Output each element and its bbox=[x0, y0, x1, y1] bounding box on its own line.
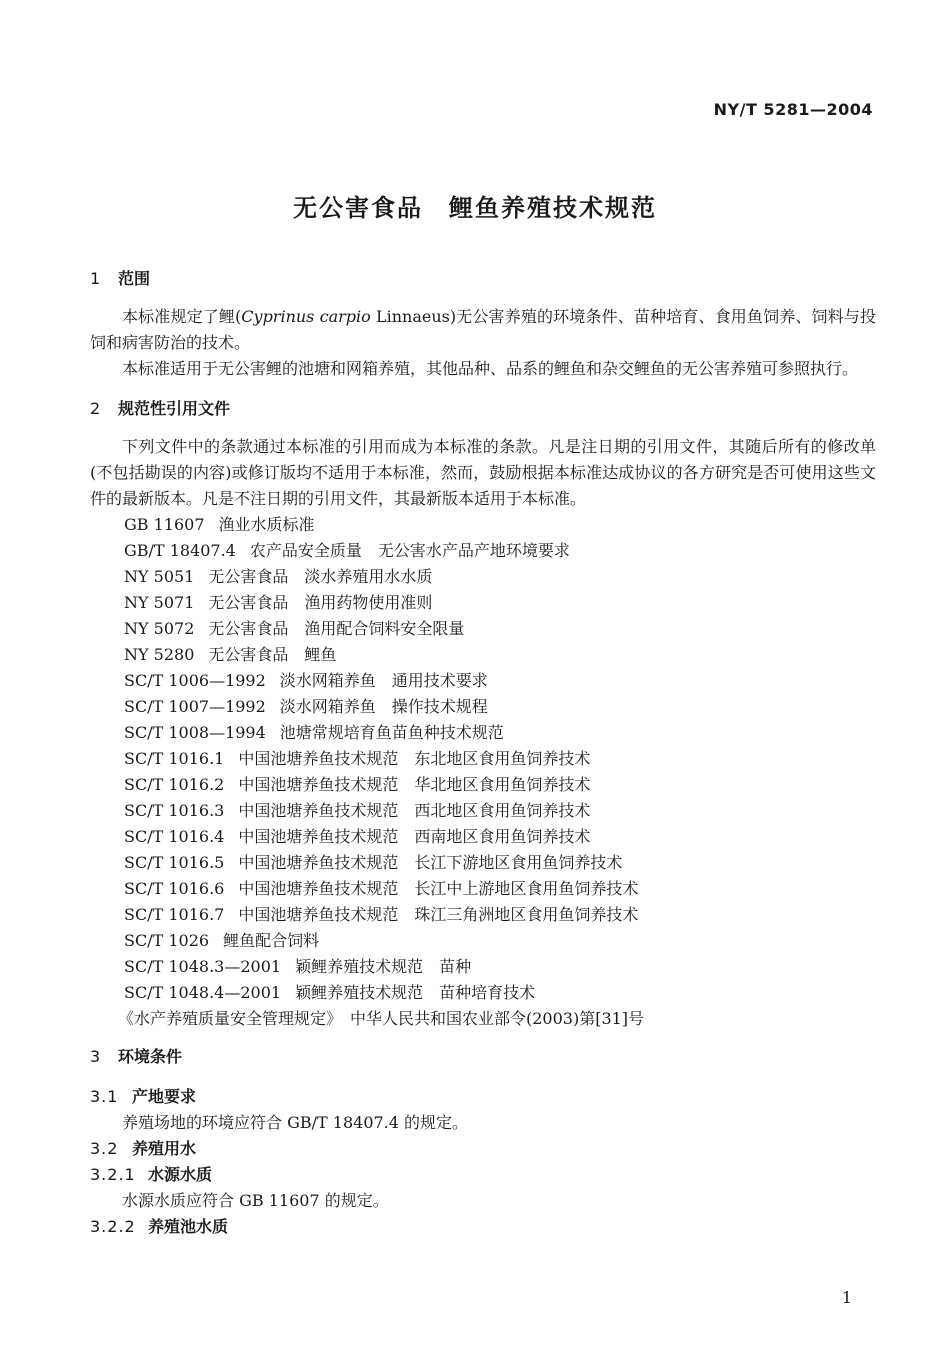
reference-item bbox=[90, 694, 876, 720]
reference-code: SC/T 1016.1 bbox=[124, 749, 225, 768]
reference-item bbox=[90, 824, 876, 850]
reference-code: GB 11607 bbox=[124, 515, 205, 534]
reference-code: SC/T 1016.7 bbox=[124, 905, 225, 924]
reference-code: SC/T 1008—1994 bbox=[124, 723, 266, 742]
section-3-1-heading bbox=[90, 1084, 876, 1110]
reference-title: 中国池塘养鱼技术规范 珠江三角洲地区食用鱼饲养技术 bbox=[238, 905, 639, 924]
reference-item bbox=[90, 642, 876, 668]
reference-item bbox=[90, 798, 876, 824]
reference-code: SC/T 1026 bbox=[124, 931, 210, 950]
section-3-2-1-heading bbox=[90, 1162, 876, 1188]
section-3-2-2-heading bbox=[90, 1214, 876, 1240]
reference-code: SC/T 1016.4 bbox=[124, 827, 225, 846]
reference-item bbox=[90, 876, 876, 902]
reference-code: SC/T 1048.3—2001 bbox=[124, 957, 282, 976]
section-title: 养殖池水质 bbox=[148, 1217, 229, 1236]
section-3-2-1-text: 水源水质应符合 GB 11607 的规定。 bbox=[122, 1191, 389, 1210]
reference-code: NY 5280 bbox=[124, 645, 195, 664]
species-name: Cyprinus carpio bbox=[241, 307, 371, 326]
reference-title: 鲤鱼配合饲料 bbox=[223, 931, 320, 950]
reference-code: NY 5051 bbox=[124, 567, 195, 586]
reference-list bbox=[90, 512, 876, 1006]
reference-title: 淡水网箱养鱼 通用技术要求 bbox=[279, 671, 488, 690]
section-title: 养殖用水 bbox=[132, 1139, 197, 1158]
references-intro-paragraph: 下列文件中的条款通过本标准的引用而成为本标准的条款。凡是注日期的引用文件，其随后所有的修改单(不包括勘误的内容)或修订版均不适用于本标准，然而，鼓励根据本标准达成协议的各方研究是否可使用这些文件的最新版本。凡是不注日期的引用文件，其最新版本适用于本标准。 bbox=[90, 437, 876, 508]
standard-code: NY/T 5281—2004 bbox=[713, 100, 873, 119]
section-3-1-text: 养殖场地的环境应符合 GB/T 18407.4 的规定。 bbox=[122, 1113, 469, 1132]
reference-code: GB/T 18407.4 bbox=[124, 541, 236, 560]
section-title: 环境条件 bbox=[118, 1047, 183, 1066]
reference-title: 颖鲤养殖技术规范 苗种培育技术 bbox=[295, 983, 536, 1002]
reference-item bbox=[90, 616, 876, 642]
reference-item bbox=[90, 590, 876, 616]
reference-code: NY 5071 bbox=[124, 593, 195, 612]
document-title: 无公害食品 鲤鱼养殖技术规范 bbox=[293, 194, 657, 222]
reference-title: 中国池塘养鱼技术规范 长江中上游地区食用鱼饲养技术 bbox=[238, 879, 639, 898]
section-3-heading bbox=[90, 1044, 876, 1070]
section-number: 1 bbox=[90, 269, 101, 288]
page-number: 1 bbox=[841, 1288, 852, 1307]
section-title: 产地要求 bbox=[132, 1087, 197, 1106]
reference-title: 无公害食品 渔用配合饲料安全限量 bbox=[208, 619, 465, 638]
reference-item bbox=[90, 538, 876, 564]
section-1-heading bbox=[90, 266, 876, 292]
reference-title: 淡水网箱养鱼 操作技术规程 bbox=[279, 697, 488, 716]
reference-title: 无公害食品 淡水养殖用水水质 bbox=[208, 567, 433, 586]
section-number: 3.2 bbox=[90, 1139, 119, 1158]
reference-code: SC/T 1007—1992 bbox=[124, 697, 266, 716]
reference-title: 颖鲤养殖技术规范 苗种 bbox=[295, 957, 472, 976]
reference-item bbox=[90, 928, 876, 954]
document-body bbox=[90, 266, 876, 1240]
reference-title: 渔业水质标准 bbox=[218, 515, 315, 534]
reference-title: 中国池塘养鱼技术规范 西南地区食用鱼饲养技术 bbox=[238, 827, 591, 846]
reference-item bbox=[90, 720, 876, 746]
section-number: 2 bbox=[90, 399, 101, 418]
reference-code: NY 5072 bbox=[124, 619, 195, 638]
section-title: 水源水质 bbox=[148, 1165, 213, 1184]
reference-title: 中国池塘养鱼技术规范 东北地区食用鱼饲养技术 bbox=[238, 749, 591, 768]
section-number: 3.1 bbox=[90, 1087, 119, 1106]
reference-code: SC/T 1016.5 bbox=[124, 853, 225, 872]
reference-item bbox=[90, 564, 876, 590]
reference-item bbox=[90, 980, 876, 1006]
reference-title: 农产品安全质量 无公害水产品产地环境要求 bbox=[249, 541, 570, 560]
scope-paragraph-2: 本标准适用于无公害鲤的池塘和网箱养殖，其他品种、品系的鲤鱼和杂交鲤鱼的无公害养殖可参照执行。 bbox=[122, 359, 859, 378]
section-number: 3 bbox=[90, 1047, 101, 1066]
reference-item bbox=[90, 512, 876, 538]
reference-item bbox=[90, 902, 876, 928]
reference-item bbox=[90, 772, 876, 798]
reference-item bbox=[90, 850, 876, 876]
reference-code: SC/T 1006—1992 bbox=[124, 671, 266, 690]
reference-item bbox=[90, 746, 876, 772]
reference-code: SC/T 1016.2 bbox=[124, 775, 225, 794]
reference-title: 无公害食品 鲤鱼 bbox=[208, 645, 337, 664]
scope-paragraph-1: 本标准规定了鲤(Cyprinus carpio Linnaeus)无公害养殖的环境条件、苗种培育、食用鱼饲养、饲料与投饲和病害防治的技术。 bbox=[90, 307, 876, 352]
reference-item bbox=[90, 954, 876, 980]
reference-code: SC/T 1016.6 bbox=[124, 879, 225, 898]
reference-title: 中国池塘养鱼技术规范 华北地区食用鱼饲养技术 bbox=[238, 775, 591, 794]
reference-code: SC/T 1016.3 bbox=[124, 801, 225, 820]
section-title: 规范性引用文件 bbox=[118, 399, 231, 418]
regulation-reference: 《水产养殖质量安全管理规定》 中华人民共和国农业部令(2003)第[31]号 bbox=[118, 1009, 645, 1028]
reference-title: 池塘常规培育鱼苗鱼种技术规范 bbox=[279, 723, 504, 742]
reference-code: SC/T 1048.4—2001 bbox=[124, 983, 282, 1002]
section-number: 3.2.2 bbox=[90, 1217, 136, 1236]
section-3-2-heading bbox=[90, 1136, 876, 1162]
reference-title: 无公害食品 渔用药物使用准则 bbox=[208, 593, 433, 612]
reference-title: 中国池塘养鱼技术规范 西北地区食用鱼饲养技术 bbox=[238, 801, 591, 820]
section-2-heading bbox=[90, 396, 876, 422]
reference-title: 中国池塘养鱼技术规范 长江下游地区食用鱼饲养技术 bbox=[238, 853, 623, 872]
section-title: 范围 bbox=[118, 269, 151, 288]
reference-item bbox=[90, 668, 876, 694]
section-number: 3.2.1 bbox=[90, 1165, 136, 1184]
